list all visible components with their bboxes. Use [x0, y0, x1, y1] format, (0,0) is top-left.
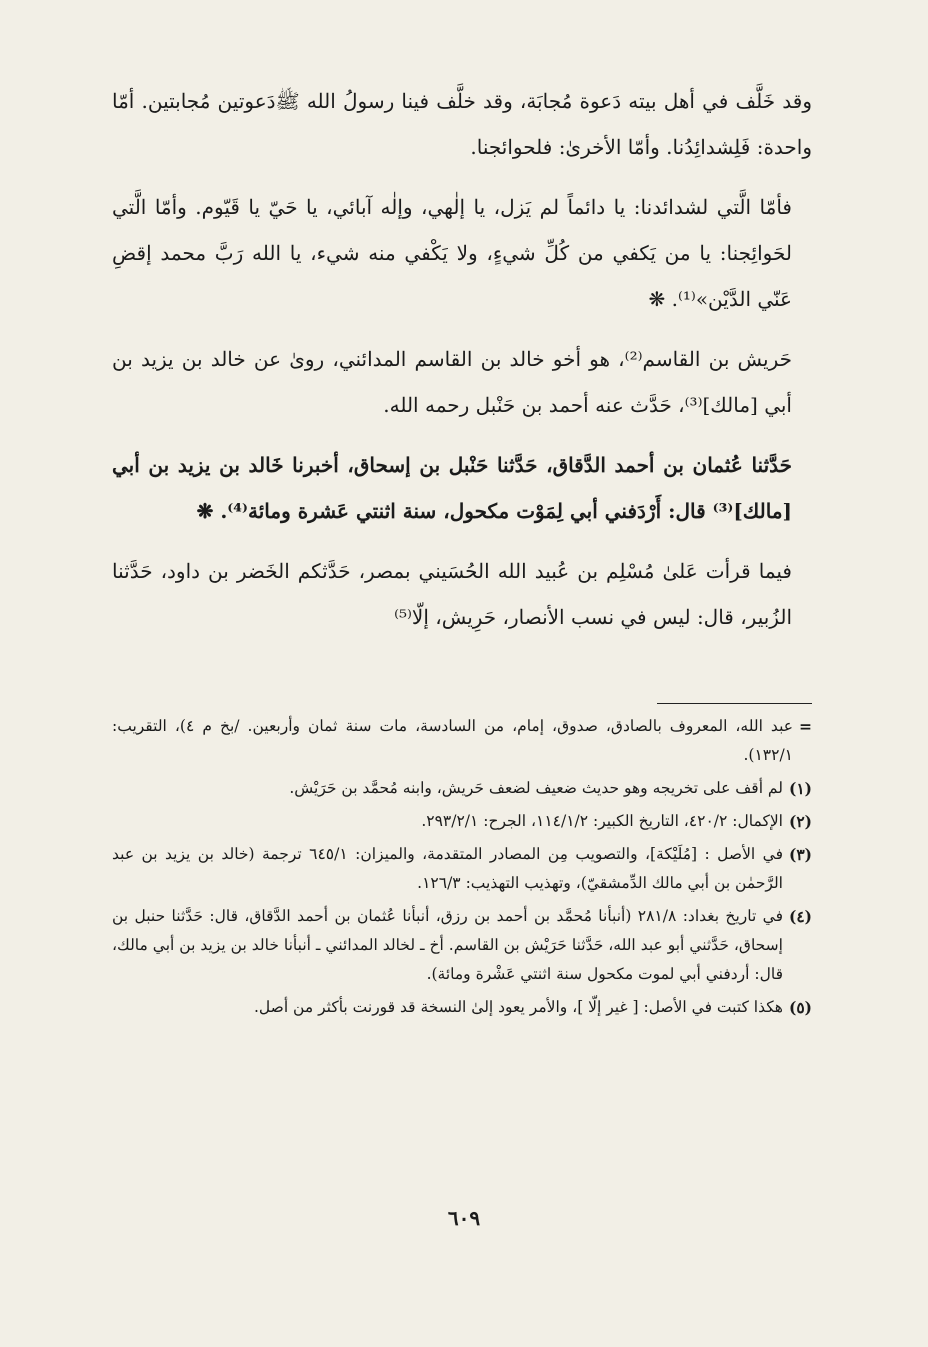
footnote-number: (٣) [788, 845, 812, 864]
paragraph-2: فأمّا الَّتي لشدائدنا: يا دائماً لم يَزل، يا إلٰهي، وإلٰه آبائي، يا حَيّ يا قَيّوم. وأمّا الَّتي لحَوائِجنا: يا من يَكفي من كُلِّ شيءٍ، ولا يَكْفي منه شيء، يا الله رَبَّ محمد إقضِ عَنّي الدَّيْن»⁽¹⁾. ❋ [112, 195, 792, 311]
paragraph-5: فيما قرأت عَلىٰ مُسْلِم بن عُبيد الله الحُسَيني بمصر، حَدَّثكم الخَضر بن داود، حَدَّثنا الزُبير، قال: ليس في نسب الأنصار، حَرِيش، إلّا⁽⁵⁾ [112, 559, 792, 629]
footnote-number: (٥) [788, 998, 812, 1017]
footnote-continuation [112, 712, 812, 770]
footnote-4 [112, 902, 812, 989]
footnote-text: الإكمال: ٤٢٠/٢، التاريخ الكبير: ١١٤/١/٢، الجرح: ٢٩٣/٢/١. [421, 812, 783, 830]
footnote-number: (٤) [788, 907, 812, 926]
paragraph-3: حَريش بن القاسم⁽²⁾، هو أخو خالد بن القاسم المدائني، روىٰ عن خالد بن يزيد بن أبي [مالك]⁽³⁾، حَدَّث عنه أحمد بن حَنْبل رحمه الله. [112, 347, 793, 417]
page-number: ٦٠٩ [447, 1206, 481, 1230]
footnote-number: (١) [788, 779, 812, 798]
footnote-text: في تاريخ بغداد: ٢٨١/٨ (أنبأنا مُحمَّد بن أحمد بن رزق، أنبأنا عُثمان بن أحمد الدَّقاق، قال: حَدَّثنا حنبل بن إسحاق، حَدَّثني أبو عبد الله، حَدَّثنا حَرَيْش بن القاسم. أخ ـ لخالد المدائني ـ أنبأنا خالد بن يزيد بن أبي مالك، قال: أردفني أبي لموت مكحول سنة اثنتي عَشْرة ومائة). [112, 907, 783, 983]
main-text [112, 78, 812, 654]
footnote-1 [112, 774, 812, 803]
footnote-text: لم أقف على تخريجه وهو حديث ضعيف لضعف حَريش، وابنه مُحمَّد بن حَرَيْش. [289, 779, 783, 797]
footnote-text: هكذا كتبت في الأصل: [ غير إلّا ]، والأمر يعود إلىٰ النسخة قد قورنت بأكثر من أصل. [254, 998, 783, 1016]
footnote-5 [112, 993, 812, 1022]
footnotes [112, 712, 812, 1026]
footnote-text: عبد الله، المعروف بالصادق، صدوق، إمام، من السادسة، مات سنة ثمان وأربعين. /بخ م ٤)، التقريب: ١٣٢/١). [112, 717, 793, 764]
footnote-number: = [799, 717, 812, 736]
footnote-separator [657, 703, 812, 704]
footnote-number: (٢) [788, 812, 812, 831]
footnote-3 [112, 840, 812, 898]
footnote-text: في الأصل : [مُلَيْكة]، والتصويب مِن المصادر المتقدمة، والميزان: ٦٤٥/١ ترجمة (خالد بن يزيد بن عبد الرَّحمٰن بن أبي مالك الدِّمشقيّ)، وتهذيب التهذيب: ١٢٦/٣. [112, 845, 783, 892]
paragraph-1: وقد خَلَّف في أهل بيته دَعوة مُجابَة، وقد خلَّف فينا رسولُ الله ﷺدَعوتين مُجابتين. أمّا واحدة: فَلِشدائِدُنا. وأمّا الأخرىٰ: فلحوائجنا. [112, 89, 812, 159]
paragraph-4: حَدَّثنا عُثمان بن أحمد الدَّقاق، حَدَّثنا حَنْبل بن إسحاق، أخبرنا خَالد بن يزيد بن أبي [مالك]⁽³⁾ قال: أَرْدَفني أبي لِمَوْت مكحول، سنة اثنتي عَشرة ومائة⁽⁴⁾. ❋ [112, 453, 792, 523]
footnote-2 [112, 807, 812, 836]
